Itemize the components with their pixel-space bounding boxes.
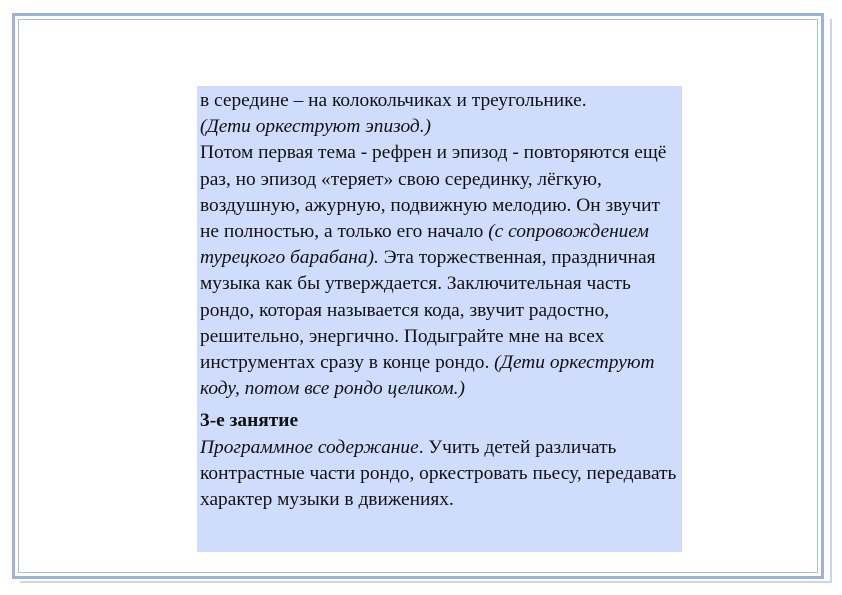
paragraph-2-text-2: Эта торжественная, праздничная музыка как бы утверждается. Заключительная часть рондо, которая называется кода, звучит радостно, решительно, энергично. Подыграйте мне на всех инструментах сразу в конце рондо. bbox=[200, 247, 656, 374]
paragraph-1-text: в середине – на колокольчиках и треугольнике. bbox=[200, 90, 587, 111]
program-content-text: . Учить детей различать контрастные части рондо, оркестровать пьесу, передавать характер музыки в движениях. bbox=[200, 436, 677, 511]
paragraph-2-text-1: Потом первая тема - рефрен и эпизод - повторяются ещё раз, но эпизод «теряет» свою серединку, лёгкую, воздушную, ажурную, подвижную мелодию. Он звучит не полностью, а только его начало bbox=[200, 142, 667, 243]
paragraph-1-italic: (Дети оркеструют эпизод.) bbox=[200, 116, 432, 138]
text-box bbox=[197, 86, 682, 552]
section-heading-paragraph bbox=[200, 408, 682, 513]
paragraph-2 bbox=[200, 140, 682, 402]
paragraph-2-italic-1: (с сопровождением турецкого барабана). bbox=[200, 221, 649, 269]
section-heading: 3-е занятие bbox=[200, 410, 299, 432]
program-content-label: Программное содержание bbox=[200, 436, 419, 458]
paragraph-1 bbox=[200, 88, 682, 140]
paragraph-2-italic-2: (Дети оркеструют коду, потом все рондо целиком.) bbox=[200, 352, 655, 400]
